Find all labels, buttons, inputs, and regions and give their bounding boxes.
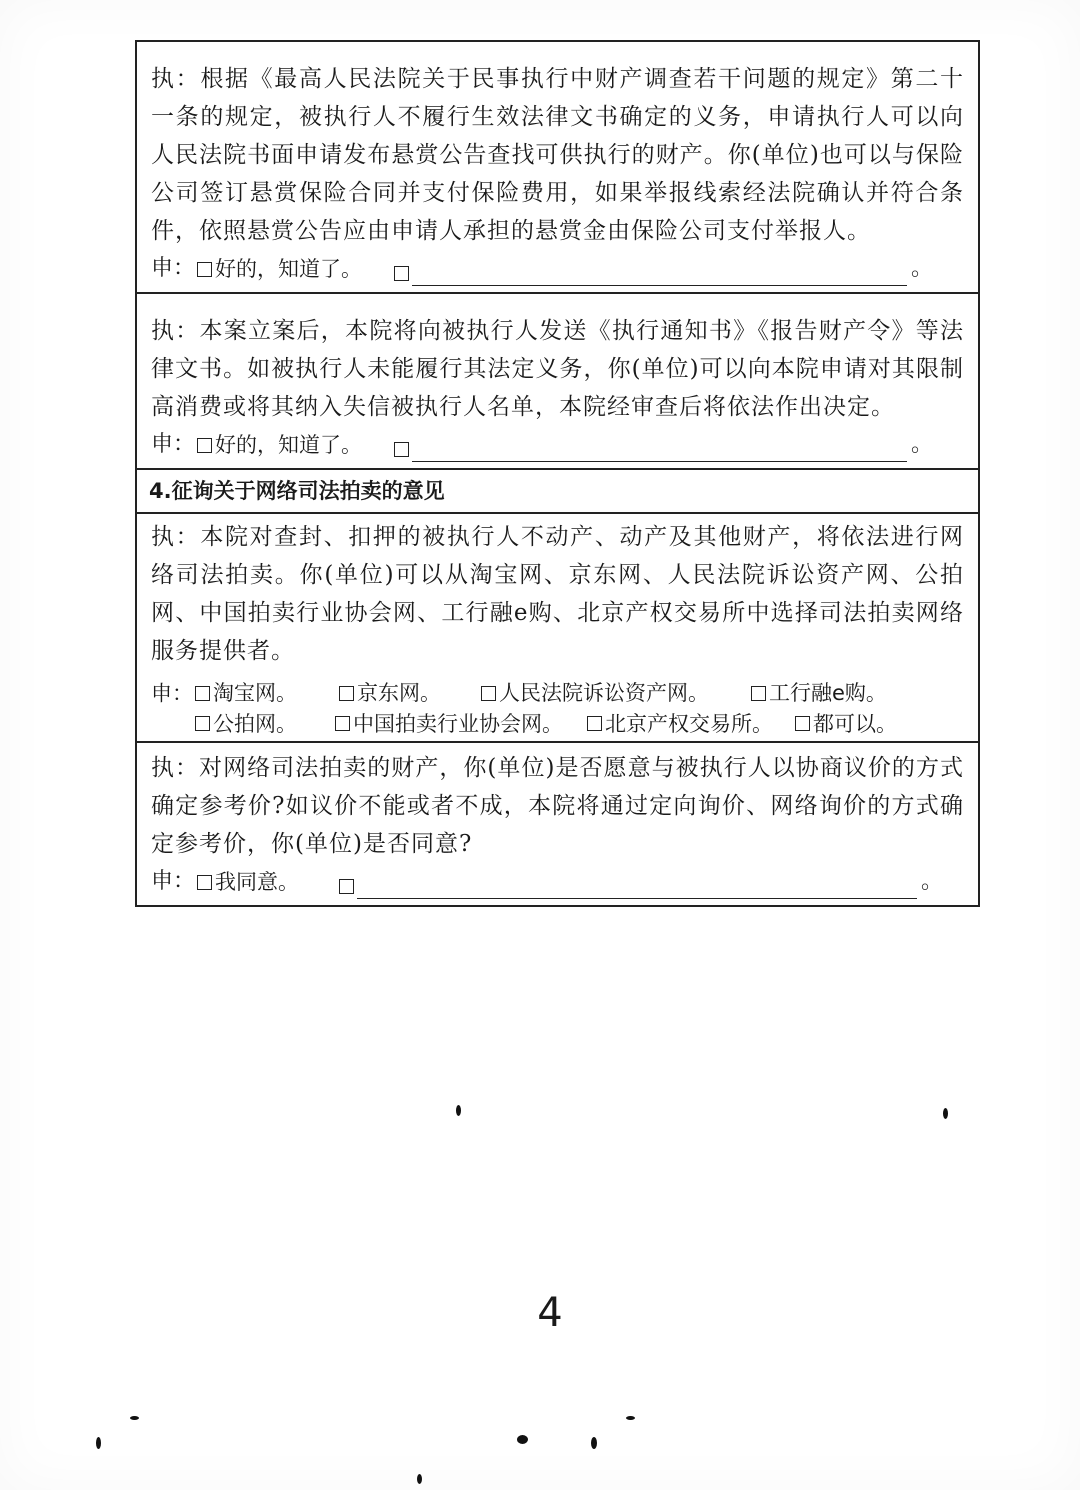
- response-line-reference-price: [151, 865, 964, 899]
- checkbox[interactable]: [587, 716, 602, 731]
- notice-text-auction-platform: 执：本院对查封、扣押的被执行人不动产、动产及其他财产，将依法进行网络司法拍卖。你(单位)可以从淘宝网、京东网、人民法院诉讼资产网、公拍网、中国拍卖行业协会网、工行融e购、北京产权交易所中选择司法拍卖网络服务提供者。: [151, 524, 964, 664]
- section-heading: 4.征询关于网络司法拍卖的意见: [137, 468, 978, 512]
- response-prefix: 申：: [151, 432, 196, 457]
- end-mark: 。: [911, 432, 934, 457]
- checkbox[interactable]: [195, 686, 210, 701]
- notice-text-restriction: 执：本案立案后，本院将向被执行人发送《执行通知书》《报告财产令》等法律文书。如被执行人未能履行其法定义务，你(单位)可以向本院申请对其限制高消费或将其纳入失信被执行人名单，本院经审查后将依法作出决定。: [151, 318, 964, 420]
- other-checkbox[interactable]: [394, 266, 409, 281]
- checkbox[interactable]: [197, 262, 212, 277]
- other-answer-blank[interactable]: [412, 261, 907, 286]
- option-jd[interactable]: 京东网。: [337, 678, 441, 708]
- checkbox[interactable]: [481, 686, 496, 701]
- option-acknowledged[interactable]: 好的，知道了。: [195, 428, 362, 462]
- scan-speck: [417, 1474, 422, 1484]
- option-gpai[interactable]: 公拍网。: [193, 709, 297, 739]
- option-court-assets[interactable]: 人民法院诉讼资产网。: [479, 678, 709, 708]
- scan-speck: [96, 1437, 101, 1449]
- platform-options-line-2: [151, 709, 964, 740]
- other-answer-blank[interactable]: [357, 874, 917, 899]
- platform-options-line-1: [151, 678, 964, 709]
- response-line-restriction: [151, 428, 964, 462]
- other-checkbox[interactable]: [339, 879, 354, 894]
- notice-row-auction-platform: [137, 512, 978, 739]
- option-acknowledged[interactable]: 好的，知道了。: [195, 252, 362, 286]
- form-table: [135, 40, 980, 907]
- checkbox[interactable]: [339, 686, 354, 701]
- scan-speck: [456, 1105, 461, 1116]
- option-auction-association[interactable]: 中国拍卖行业协会网。: [333, 709, 563, 739]
- notice-text-reference-price: 执：对网络司法拍卖的财产，你(单位)是否愿意与被执行人以协商议价的方式确定参考价?如议价不能或者不成，本院将通过定向询价、网络询价的方式确定参考价，你(单位)是否同意?: [151, 755, 964, 857]
- notice-text-reward: 执：根据《最高人民法院关于民事执行中财产调查若干问题的规定》第二十一条的规定，被执行人不履行生效法律文书确定的义务，申请执行人可以向人民法院书面申请发布悬赏公告查找可供执行的财产。你(单位)也可以与保险公司签订悬赏保险合同并支付保险费用，如果举报线索经法院确认并符合条件，依照悬赏公告应由申请人承担的悬赏金由保险公司支付举报人。: [151, 66, 964, 244]
- end-mark: 。: [911, 256, 934, 281]
- checkbox[interactable]: [197, 438, 212, 453]
- checkbox[interactable]: [751, 686, 766, 701]
- checkbox[interactable]: [795, 716, 810, 731]
- other-checkbox[interactable]: [394, 442, 409, 457]
- scan-speck: [130, 1416, 139, 1420]
- scan-speck: [626, 1416, 635, 1420]
- option-agree[interactable]: 我同意。: [195, 865, 299, 899]
- notice-row-reward: [137, 60, 978, 286]
- page-number: 4: [537, 1290, 563, 1336]
- notice-row-restriction: [137, 292, 978, 462]
- option-taobao[interactable]: 淘宝网。: [193, 678, 297, 708]
- response-prefix: 申：: [151, 681, 193, 706]
- checkbox[interactable]: [335, 716, 350, 731]
- other-answer-blank[interactable]: [412, 437, 907, 462]
- response-prefix: 申：: [151, 869, 196, 894]
- notice-row-reference-price: [137, 741, 978, 899]
- option-any[interactable]: 都可以。: [793, 709, 897, 739]
- scan-speck: [517, 1435, 528, 1444]
- end-mark: 。: [921, 869, 944, 894]
- response-line-reward: [151, 252, 964, 286]
- scan-speck: [943, 1108, 948, 1119]
- option-beijing-equity[interactable]: 北京产权交易所。: [585, 709, 773, 739]
- checkbox[interactable]: [197, 875, 212, 890]
- checkbox[interactable]: [195, 716, 210, 731]
- option-icbc[interactable]: 工行融e购。: [749, 678, 887, 708]
- scan-speck: [591, 1437, 597, 1449]
- response-prefix: 申：: [151, 256, 196, 281]
